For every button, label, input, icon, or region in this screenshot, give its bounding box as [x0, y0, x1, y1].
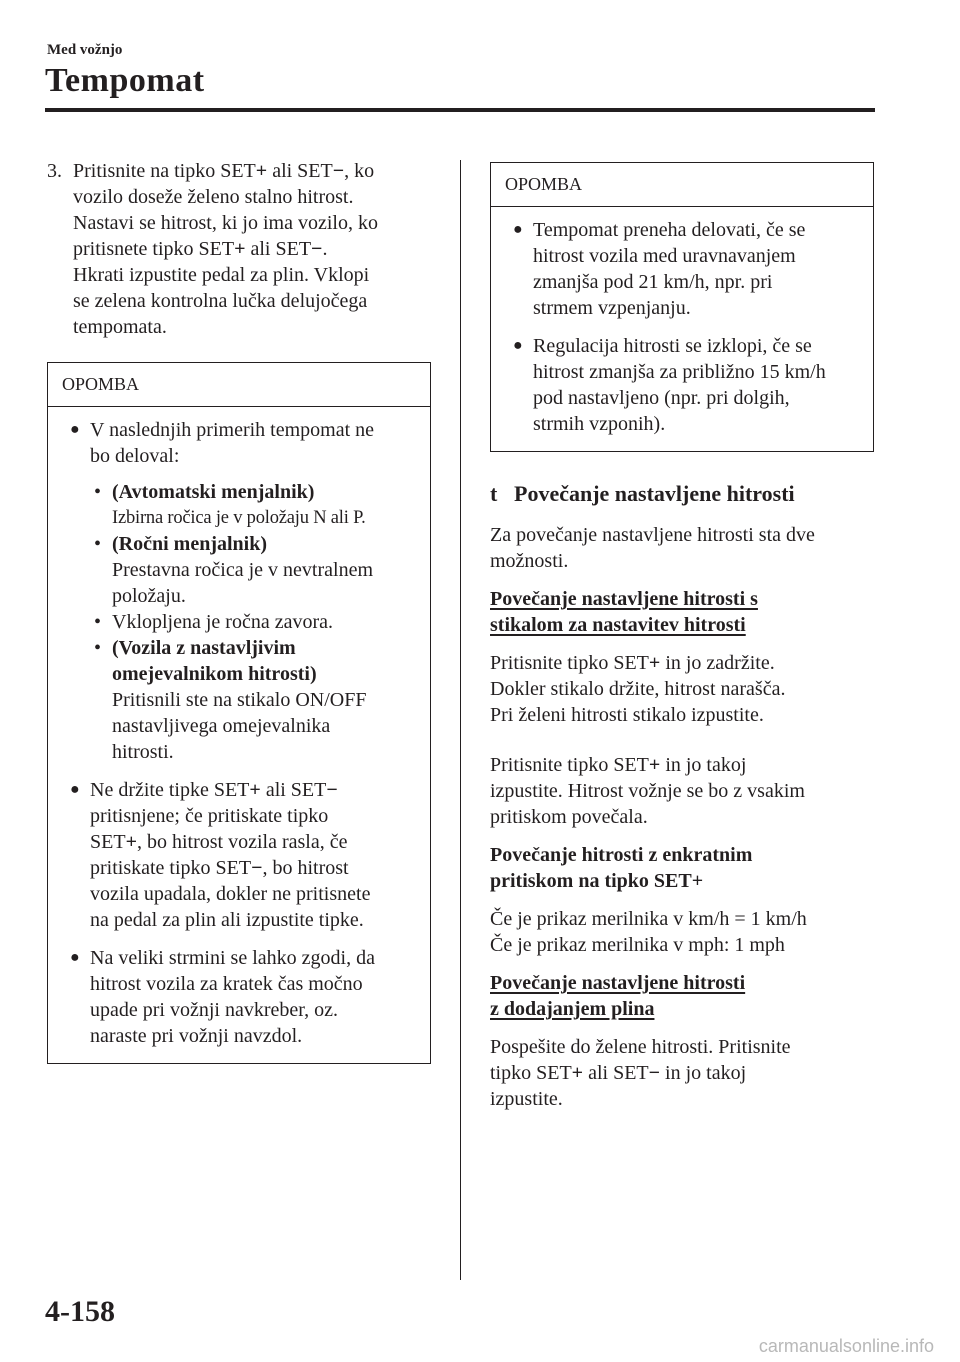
note-bullet: ● Na veliki strmini se lahko zgodi, da hitrost vozila za kratek čas močno upade pri vožnji navkreber, oz. naraste pri vožnji navzdol.	[70, 947, 375, 1047]
sub-bullet: • (Avtomatski menjalnik) Izbirna ročica je v položaju N ali P.	[94, 481, 366, 528]
bullet-icon: •	[94, 611, 102, 633]
bullet-icon: ●	[70, 949, 80, 966]
watermark: carmanualsonline.info	[758, 1336, 934, 1356]
bullet-icon: ●	[70, 421, 80, 438]
minus-icon: −	[311, 238, 323, 260]
paragraph: Če je prikaz merilnika v km/h = 1 km/h Če je prikaz merilnika v mph: 1 mph	[490, 908, 807, 956]
minus-icon: −	[251, 857, 263, 879]
title-rule	[45, 108, 875, 112]
sub-heading-accelerator: Povečanje nastavljene hitrosti z dodajanjem plina	[490, 972, 746, 1020]
bullet-icon: ●	[513, 221, 523, 238]
note-bullet: ● V naslednjih primerih tempomat ne bo deloval: • (Avtomatski menjalnik) Izbirna ročica je v položaju N ali P. • (Ročni menjalnik) Prestavna ročica je v nevtralnem položaju. • Vklopljena je ročna zavora. • (Vozila z nastavljivim omejevalnikom hitrosti) Pritisnili ste na stikalo ON/OFF nastavljivega omejevalnika hitrosti.	[62, 417, 416, 765]
intro-paragraph: Za povečanje nastavljene hitrosti sta dve možnosti.	[490, 524, 815, 572]
section-heading: t Povečanje nastavljene hitrosti	[490, 481, 795, 506]
plus-icon: +	[571, 1062, 584, 1084]
column-divider	[460, 160, 461, 1280]
note-bullet: ● Ne držite tipke SET+ ali SET− pritisnjene; če pritiskate tipko SET+, bo hitrost vozila rasla, če pritiskate tipko SET−, bo hitrost vozila upadala, dokler ne pritisnete na pedal za plin ali izpustite tipke.	[70, 779, 371, 931]
page-number: 4-158	[45, 1295, 115, 1328]
bullet-icon: ●	[70, 781, 80, 798]
minus-icon: −	[326, 779, 338, 801]
bullet-icon: •	[94, 481, 102, 503]
step-number: 3.	[47, 160, 62, 182]
note-box	[47, 362, 431, 1064]
step-3: 3. Pritisnite na tipko SET+ ali SET−, ko vozilo doseže želeno stalno hitrost. Nastavi se hitrost, ki jo ima vozilo, ko pritisnete tipko SET+ ali SET−. Hkrati izpustite pedal za plin. Vklopi se zelena kontrolna lučka delujočega tempomata.	[47, 160, 378, 338]
plus-icon: +	[648, 652, 661, 674]
sub-heading-switch: Povečanje nastavljene hitrosti s stikalom za nastavitev hitrosti	[490, 588, 758, 636]
note-box	[490, 162, 874, 452]
plus-icon: +	[691, 870, 704, 892]
heading-marker: t	[490, 481, 498, 506]
sub-bullet: • (Vozila z nastavljivim omejevalnikom hitrosti) Pritisnili ste na stikalo ON/OFF nastavljivega omejevalnika hitrosti.	[94, 637, 367, 763]
sub-bullet: • Vklopljena je ročna zavora.	[94, 611, 334, 633]
right-column	[490, 162, 874, 1124]
minus-icon: −	[332, 160, 345, 182]
note-bullet: ● Tempomat preneha delovati, če se hitrost vozila med uravnavanjem zmanjša pod 21 km/h, npr. pri strmem vzpenjanju.	[513, 219, 806, 319]
bullet-icon: •	[94, 637, 102, 659]
plus-icon: +	[125, 831, 137, 853]
sub-bullet: • (Ročni menjalnik) Prestavna ročica je v nevtralnem položaju.	[94, 533, 373, 607]
plus-icon: +	[249, 779, 261, 801]
bullet-icon: •	[94, 533, 102, 555]
section-label: Med vožnjo	[47, 42, 123, 58]
sub-heading-single-press: Povečanje hitrosti z enkratnim pritiskom na tipko SET+	[490, 844, 753, 892]
paragraph: Pritisnite tipko SET+ in jo zadržite. Dokler stikalo držite, hitrost narašča. Pri želeni hitrosti stikalo izpustite.	[490, 652, 786, 726]
minus-icon: −	[648, 1062, 661, 1084]
note-bullet: ● Regulacija hitrosti se izklopi, če se hitrost zmanjša za približno 15 km/h pod nastavljeno (npr. pri dolgih, strmih vzponih).	[513, 335, 826, 435]
note-heading: OPOMBA	[491, 163, 873, 207]
plus-icon: +	[255, 160, 268, 182]
bullet-icon: ●	[513, 337, 523, 354]
plus-icon: +	[648, 754, 661, 776]
paragraph: Pritisnite tipko SET+ in jo takoj izpustite. Hitrost vožnje se bo z vsakim pritiskom povečala.	[490, 754, 805, 828]
note-heading: OPOMBA	[48, 363, 430, 407]
page-title: Tempomat	[45, 62, 205, 99]
left-column	[47, 158, 430, 1064]
plus-icon: +	[234, 238, 246, 260]
paragraph: Pospešite do želene hitrosti. Pritisnite tipko SET+ ali SET− in jo takoj izpustite.	[490, 1036, 791, 1110]
